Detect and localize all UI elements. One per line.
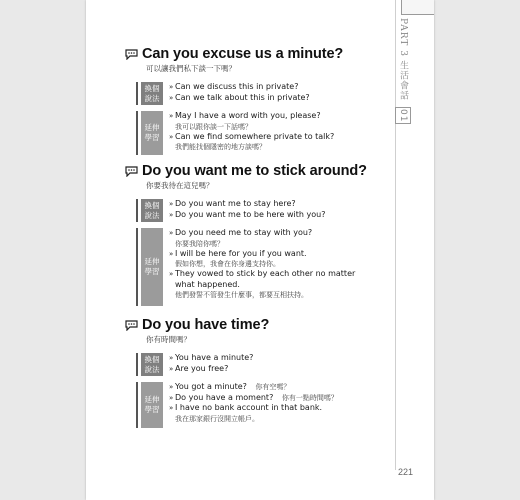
list-item: » Do you need me to stay with you? 你要我陪你嗎？ [169,228,365,249]
alternatives-group [136,199,387,222]
phrase-title: Do you have time? [142,317,270,333]
list-item: » Can we find somewhere private to talk? 我們能找個隱密的地方談嗎？ [169,132,334,153]
alternatives-group [136,82,387,105]
extended-label: 延伸學習 [141,228,163,306]
alternatives-label: 換個說法 [141,353,163,376]
list-item: » They vowed to stick by each other no matter what happened. 他們發誓不管發生什麼事，都要互相扶持。 [169,269,365,300]
phrase-section-1 [125,46,387,155]
side-tab-chapter: 生活會話 [398,60,408,101]
phrase-translation: 你有時間嗎？ [146,335,191,344]
list-item: » Do you have a moment? 你有一點時間嗎？ [169,393,338,404]
page-corner-fold [401,0,434,15]
list-item: » You got a minute? 你有空嗎？ [169,382,338,393]
phrase-section-2 [125,163,387,306]
phrase-translation: 你要我待在這兒嗎？ [146,181,214,190]
extended-group [136,228,387,306]
list-item: » Can we talk about this in private? [169,93,310,104]
extended-label: 延伸學習 [141,111,163,155]
extended-group [136,111,387,155]
list-item: » May I have a word with you, please? 我可以跟你談一下話嗎？ [169,111,334,132]
page-number: 221 [398,467,414,477]
list-item: » Can we discuss this in private? [169,82,310,93]
phrase-section-3 [125,317,387,428]
phrase-title: Can you excuse us a minute? [142,46,344,62]
list-item: » I will be here for you if you want. 假如你想，我會在你身邊支持你。 [169,249,365,270]
chapter-side-tab [397,18,411,124]
list-item: » Are you free? [169,364,253,375]
list-item: » I have no bank account in that bank. 我在那家銀行沒開立帳戶。 [169,403,338,424]
alternatives-label: 換個說法 [141,199,163,222]
list-item: » Do you want me to stay here? [169,199,325,210]
alternatives-group [136,353,387,376]
speech-bubble-icon [125,49,138,60]
phrase-title: Do you want me to stick around? [142,163,367,179]
list-item: » Do you want me to be here with you? [169,210,325,221]
speech-bubble-icon [125,166,138,177]
extended-label: 延伸學習 [141,382,163,428]
speech-bubble-icon [125,320,138,331]
list-item: » You have a minute? [169,353,253,364]
phrase-translation: 可以讓我們私下談一下嗎？ [146,64,236,73]
alternatives-label: 換個說法 [141,82,163,105]
side-tab-number: 01 [395,107,411,124]
extended-group [136,382,387,428]
side-tab-part: PART 3 [398,18,408,57]
